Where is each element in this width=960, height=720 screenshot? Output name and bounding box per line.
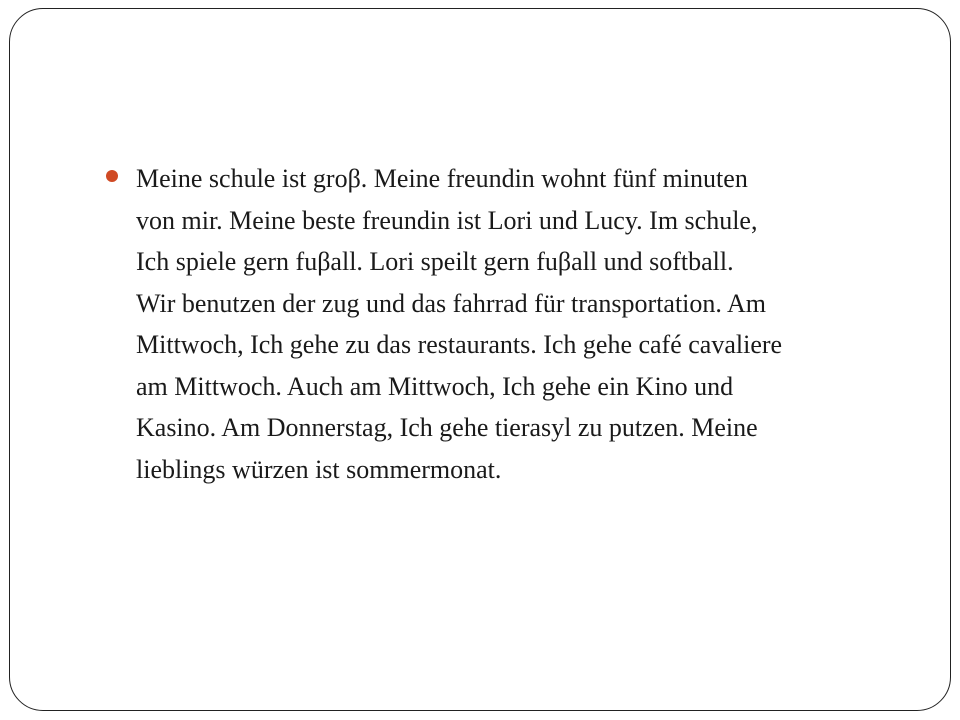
text-line: Meine schule ist groβ. Meine freundin wohnt fünf minuten	[136, 164, 748, 193]
text-line: Ich spiele gern fuβall. Lori speilt gern fuβall und softball.	[136, 247, 734, 276]
bullet-item	[106, 158, 906, 490]
text-line: am Mittwoch. Auch am Mittwoch, Ich gehe ein Kino und	[136, 371, 734, 401]
text-line: Kasino. Am Donnerstag, Ich gehe tierasyl zu putzen. Meine	[136, 413, 758, 442]
text-line: Mittwoch, Ich gehe zu das restaurants. Ich gehe café cavaliere	[136, 330, 783, 359]
text-line: lieblings würzen ist sommermonat.	[136, 454, 502, 484]
text-line: Wir benutzen der zug und das fahrrad für transportation. Am	[136, 288, 766, 318]
text-line: von mir. Meine beste freundin ist Lori und Lucy. Im schule,	[136, 205, 758, 235]
content-area	[106, 158, 906, 490]
bullet-icon	[106, 170, 118, 182]
bullet-text	[136, 158, 906, 490]
